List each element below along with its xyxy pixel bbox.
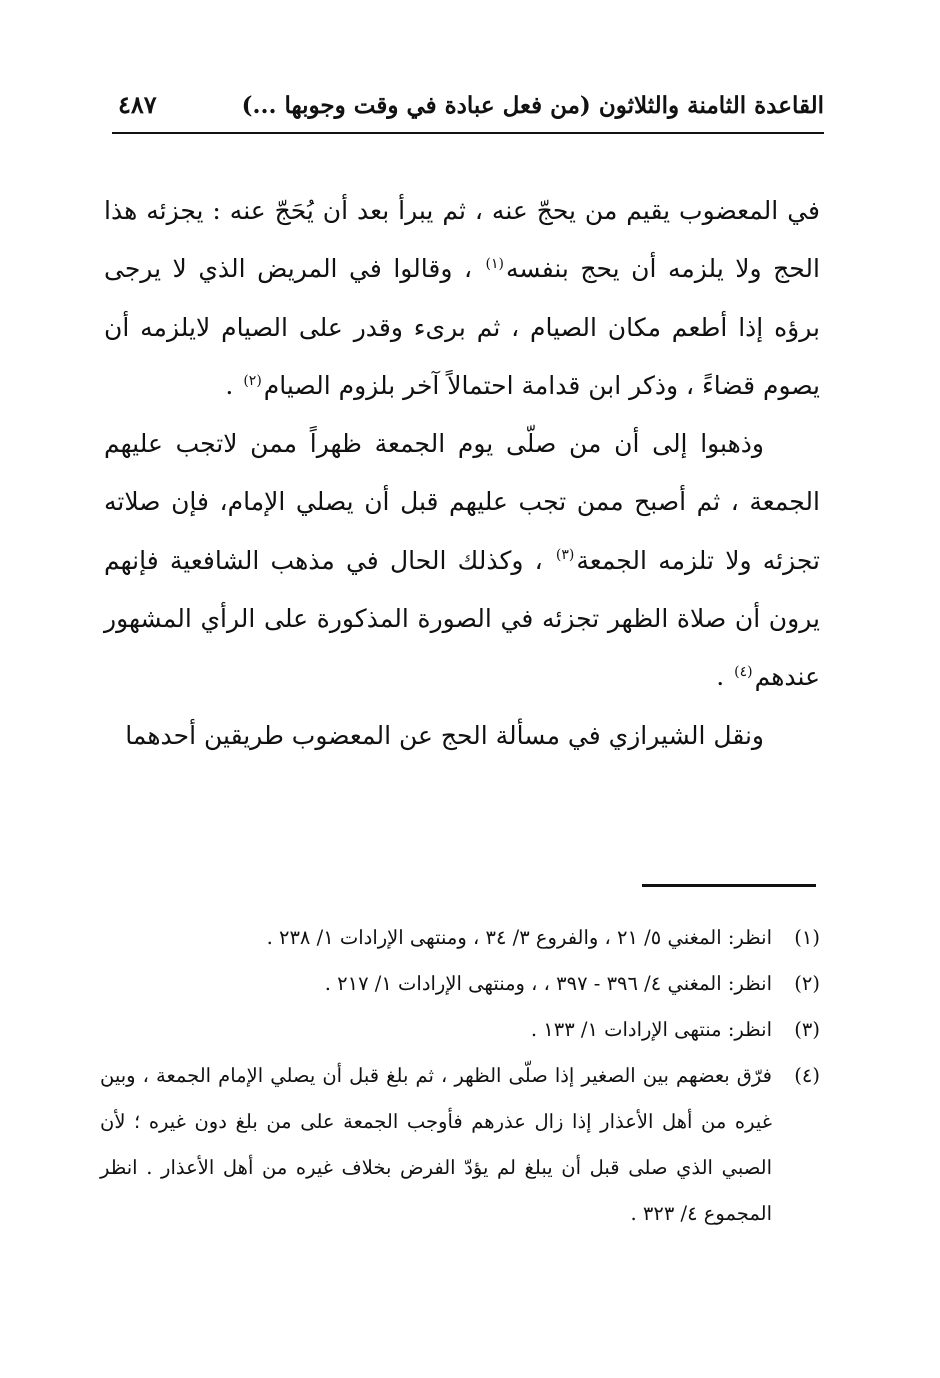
running-title: القاعدة الثامنة والثلاثون (من فعل عبادة في وقت وجوبها ...) <box>241 92 824 119</box>
footnote-number: (١) <box>794 926 820 949</box>
footnote-text: انظر: منتهى الإرادات ١/ ١٣٣ . <box>530 1018 772 1041</box>
main-text <box>104 182 820 765</box>
footnote-ref-3: (٣) <box>555 547 575 564</box>
footnote-2 <box>100 961 820 1007</box>
paragraph-2-text-b: ، وكذلك الحال في مذهب الشافعية فإنهم يرون أن صلاة الظهر تجزئه في الصورة المذكورة على الرأي المشهور عندهم <box>104 545 820 692</box>
footnotes <box>100 915 820 1237</box>
footnote-separator <box>642 884 816 887</box>
paragraph-2 <box>104 415 820 706</box>
page-number: ٤٨٧ <box>118 90 157 119</box>
paragraph-1-text-a: في المعضوب يقيم من يحجّ عنه ، ثم يبرأ بعد أن يُحَجّ عنه : يجزئه هذا الحج ولا يلزمه أن يحج بنفسه <box>104 196 820 284</box>
paragraph-1 <box>104 182 820 415</box>
paragraph-1-text-c: . <box>225 370 242 400</box>
footnote-ref-2: (٢) <box>243 372 262 389</box>
paragraph-3 <box>104 707 820 765</box>
footnote-number: (٢) <box>794 972 820 995</box>
footnote-1 <box>100 915 820 961</box>
paragraph-2-text-c: . <box>716 662 733 692</box>
footnote-text: انظر: المغني ٤/ ٣٩٦ - ٣٩٧ ، ، ومنتهى الإرادات ١/ ٢١٧ . <box>324 972 772 995</box>
footnote-ref-1: (١) <box>485 255 505 272</box>
footnote-number: (٤) <box>794 1064 820 1087</box>
footnote-3 <box>100 1007 820 1053</box>
footnote-text: انظر: المغني ٥/ ٢١ ، والفروع ٣/ ٣٤ ، ومنتهى الإرادات ١/ ٢٣٨ . <box>266 926 772 949</box>
page-header <box>112 88 824 134</box>
footnote-number: (٣) <box>794 1018 820 1041</box>
footnote-ref-4: (٤) <box>734 664 753 681</box>
paragraph-1-text-b: ، وقالوا في المريض الذي لا يرجى برؤه إذا أطعم مكان الصيام ، ثم برىء وقدر على الصيام لايلزمه أن يصوم قضاءً ، وذكر ابن قدامة احتمالاً آخر بلزوم الصيام <box>104 254 820 400</box>
paragraph-3-text: ونقل الشيرازي في مسألة الحج عن المعضوب طريقين أحدهما <box>125 720 764 750</box>
footnote-4 <box>100 1053 820 1237</box>
footnote-text: فرّق بعضهم بين الصغير إذا صلّى الظهر ، ثم بلغ قبل أن يصلي الإمام الجمعة ، وبين غيره من أهل الأعذار إذا زال عذرهم فأوجب الجمعة على من بلغ دون غيره ؛ لأن الصبي الذي صلى قبل أن يبلغ لم يؤدّ الفرض بخلاف غيره من أهل الأعذار . انظر المجموع ٤/ ٣٢٣ . <box>100 1064 772 1225</box>
paragraph-2-text-a: وذهبوا إلى أن من صلّى يوم الجمعة ظهراً ممن لاتجب عليهم الجمعة ، ثم أصبح ممن تجب عليهم قبل أن يصلي الإمام، فإن صلاته تجزئه ولا تلزمه الجمعة <box>104 429 820 575</box>
